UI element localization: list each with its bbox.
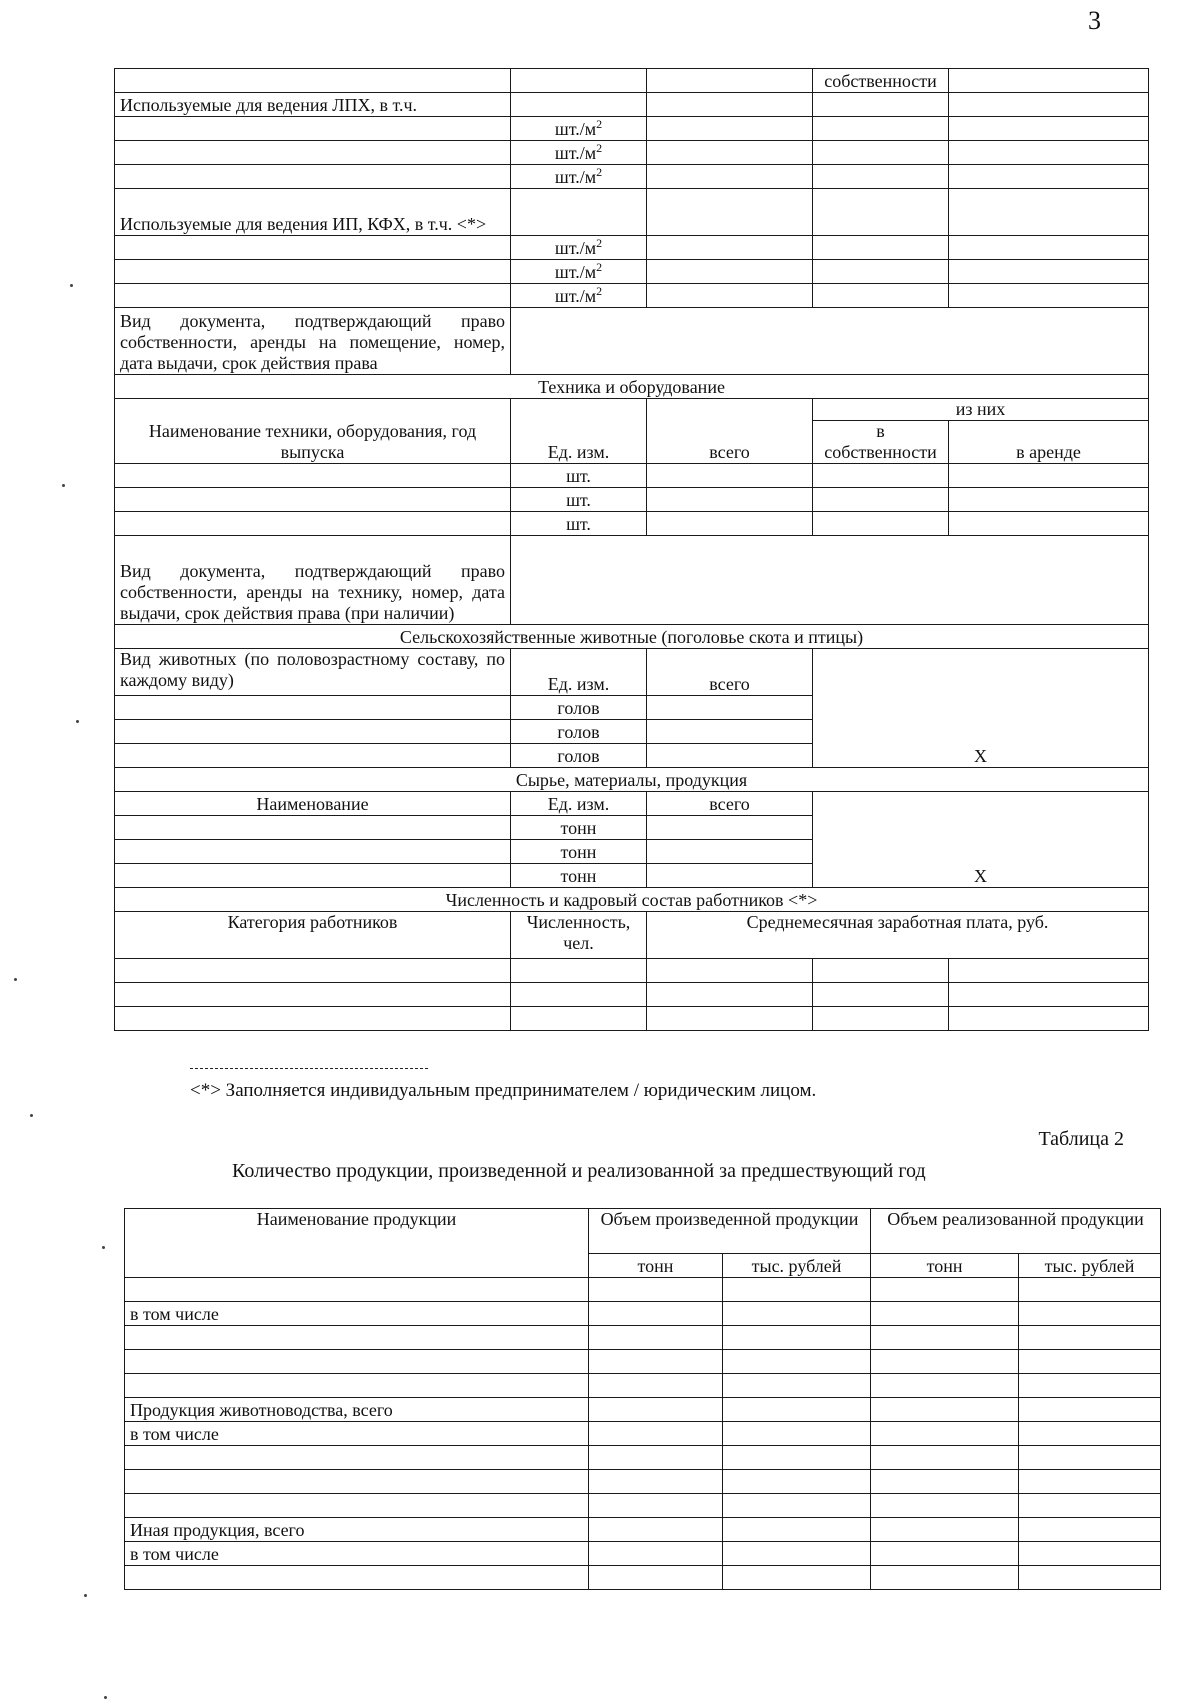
table-row bbox=[115, 375, 1149, 399]
unit-cell: $шт./м^2$ bbox=[511, 236, 647, 260]
table-row bbox=[115, 536, 1149, 625]
not-applicable-mark: X bbox=[813, 649, 1149, 768]
unit-cell: тонн bbox=[511, 864, 647, 888]
table-row bbox=[115, 983, 1149, 1007]
equipment-section-title: Техника и оборудование bbox=[115, 375, 1149, 399]
livestock-total-label: Продукция животноводства, всего bbox=[125, 1398, 589, 1422]
scan-speck bbox=[84, 1594, 87, 1597]
of-them-header: из них bbox=[813, 399, 1149, 421]
premises-document-value bbox=[511, 308, 1149, 375]
scan-speck bbox=[76, 720, 79, 723]
footnote-rule bbox=[190, 1068, 428, 1069]
table-row bbox=[115, 649, 1149, 696]
table-row bbox=[115, 792, 1149, 816]
ownership-header: собственности bbox=[813, 69, 949, 93]
thousand-rub-header: тыс. рублей bbox=[1019, 1254, 1161, 1278]
table-row bbox=[125, 1518, 1161, 1542]
including-label: в том числе bbox=[125, 1422, 589, 1446]
table-row bbox=[125, 1542, 1161, 1566]
table-row bbox=[125, 1398, 1161, 1422]
animal-type-header: Вид животных (по половозрастному составу, по каждому виду) bbox=[115, 649, 511, 696]
table-row bbox=[125, 1494, 1161, 1518]
table-row bbox=[115, 512, 1149, 536]
unit-cell: тонн bbox=[511, 840, 647, 864]
table-row bbox=[115, 768, 1149, 792]
table-row bbox=[115, 912, 1149, 959]
unit-cell: $шт./м^2$ bbox=[511, 165, 647, 189]
table-row bbox=[115, 625, 1149, 649]
table-row bbox=[115, 888, 1149, 912]
equipment-document-value bbox=[511, 536, 1149, 625]
table-row bbox=[115, 308, 1149, 375]
scan-speck bbox=[102, 1246, 105, 1249]
staff-category-header: Категория работников bbox=[115, 912, 511, 959]
unit-header: Ед. изм. bbox=[511, 649, 647, 696]
materials-section-title: Сырье, материалы, продукция bbox=[115, 768, 1149, 792]
leased-header: в аренде bbox=[949, 421, 1149, 464]
table-row bbox=[125, 1446, 1161, 1470]
table-row bbox=[115, 284, 1149, 308]
table-row bbox=[115, 464, 1149, 488]
unit-cell: шт. bbox=[511, 488, 647, 512]
table-row bbox=[115, 189, 1149, 236]
scan-speck bbox=[30, 1114, 33, 1117]
table-row bbox=[115, 117, 1149, 141]
ip-kfh-label: Используемые для ведения ИП, КФХ, в т.ч. <*> bbox=[115, 189, 511, 236]
unit-cell: $шт./м^2$ bbox=[511, 260, 647, 284]
including-label: в том числе bbox=[125, 1302, 589, 1326]
not-applicable-mark: X bbox=[813, 792, 1149, 888]
table-row bbox=[115, 93, 1149, 117]
tons-header: тонн bbox=[871, 1254, 1019, 1278]
unit-header: Ед. изм. bbox=[511, 792, 647, 816]
table2-caption: Таблица 2 bbox=[1038, 1128, 1124, 1150]
salary-header: Среднемесячная заработная плата, руб. bbox=[647, 912, 1149, 959]
table-row bbox=[115, 69, 1149, 93]
name-header: Наименование bbox=[115, 792, 511, 816]
animals-section-title: Сельскохозяйственные животные (поголовье скота и птицы) bbox=[115, 625, 1149, 649]
unit-cell: тонн bbox=[511, 816, 647, 840]
footnote: <*> Заполняется индивидуальным предпринимателем / юридическим лицом. bbox=[190, 1080, 817, 1101]
lph-label: Используемые для ведения ЛПХ, в т.ч. bbox=[115, 93, 511, 117]
unit-cell: шт. bbox=[511, 464, 647, 488]
table-row bbox=[125, 1422, 1161, 1446]
unit-cell: $шт./м^2$ bbox=[511, 117, 647, 141]
unit-cell: шт. bbox=[511, 512, 647, 536]
table-row bbox=[125, 1326, 1161, 1350]
product-name-header: Наименование продукции bbox=[125, 1209, 589, 1278]
table-row bbox=[115, 141, 1149, 165]
table2-title: Количество продукции, произведенной и реализованной за предшествующий год bbox=[232, 1160, 926, 1182]
unit-cell: $шт./м^2$ bbox=[511, 284, 647, 308]
total-header: всего bbox=[647, 792, 813, 816]
sold-header: Объем реализованной продукции bbox=[871, 1209, 1161, 1254]
equipment-name-header: Наименование техники, оборудования, год выпуска bbox=[115, 399, 511, 464]
produced-header: Объем произведенной продукции bbox=[589, 1209, 871, 1254]
table-row bbox=[125, 1374, 1161, 1398]
scan-speck bbox=[70, 284, 73, 287]
table-row bbox=[125, 1470, 1161, 1494]
thousand-rub-header: тыс. рублей bbox=[723, 1254, 871, 1278]
table-row bbox=[115, 165, 1149, 189]
headcount-header: Численность, чел. bbox=[511, 912, 647, 959]
table-row bbox=[115, 1007, 1149, 1031]
premises-document-label: Вид документа, подтверждающий право собственности, аренды на помещение, номер, дата выдачи, срок действия права bbox=[115, 308, 511, 375]
total-header: всего bbox=[647, 649, 813, 696]
page-number: 3 bbox=[1088, 6, 1101, 35]
unit-header: Ед. изм. bbox=[511, 399, 647, 464]
property-resources-table bbox=[114, 68, 1149, 1031]
owned-header: в собственности bbox=[813, 421, 949, 464]
table-row bbox=[115, 236, 1149, 260]
unit-cell: $шт./м^2$ bbox=[511, 141, 647, 165]
table-row bbox=[115, 959, 1149, 983]
equipment-document-label: Вид документа, подтверждающий право собственности, аренды на технику, номер, дата выдачи, срок действия права (при наличии) bbox=[115, 536, 511, 625]
table-row bbox=[115, 260, 1149, 284]
staff-section-title: Численность и кадровый состав работников <*> bbox=[115, 888, 1149, 912]
including-label: в том числе bbox=[125, 1542, 589, 1566]
table-row bbox=[125, 1209, 1161, 1254]
total-header: всего bbox=[647, 399, 813, 464]
table-row bbox=[125, 1566, 1161, 1590]
scan-speck bbox=[104, 1696, 107, 1699]
table-row bbox=[125, 1350, 1161, 1374]
table-row bbox=[115, 399, 1149, 421]
table-row bbox=[125, 1278, 1161, 1302]
production-table bbox=[124, 1208, 1161, 1590]
unit-cell: голов bbox=[511, 696, 647, 720]
tons-header: тонн bbox=[589, 1254, 723, 1278]
scan-speck bbox=[62, 484, 65, 487]
unit-cell: голов bbox=[511, 744, 647, 768]
table-row bbox=[125, 1302, 1161, 1326]
unit-cell: голов bbox=[511, 720, 647, 744]
table-row bbox=[115, 488, 1149, 512]
other-total-label: Иная продукция, всего bbox=[125, 1518, 589, 1542]
scan-speck bbox=[14, 978, 17, 981]
